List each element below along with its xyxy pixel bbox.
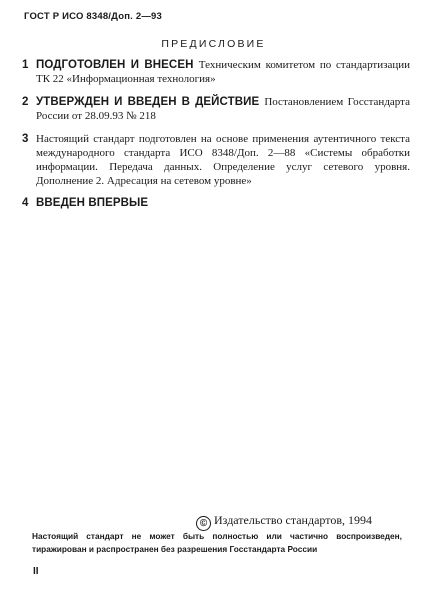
page-number: II xyxy=(33,566,39,577)
item-text: Настоящий стандарт подготовлен на основе применения аутентичного текста международного стандарта ИСО 8348/Доп. 2—88 «Системы обработки информации. Передача данных. Определение услуг сетевого уровня. Дополнение 2. Адресация на сетевом уровне» xyxy=(36,133,410,187)
reproduction-notice: Настоящий стандарт не может быть полностью или частично воспроизведен, тиражирован и распространен без разрешения Госстандарта России xyxy=(32,531,402,554)
standard-header: ГОСТ Р ИСО 8348/Доп. 2—93 xyxy=(24,11,162,22)
copyright-icon: © xyxy=(196,516,211,531)
copyright-text: Издательство стандартов, 1994 xyxy=(214,513,372,527)
item-body xyxy=(36,95,410,123)
item-lead: УТВЕРЖДЕН И ВВЕДЕН В ДЕЙСТВИЕ xyxy=(36,96,265,108)
item-number: 3 xyxy=(22,133,29,145)
item-lead: ВВЕДЕН ВПЕРВЫЕ xyxy=(36,197,149,209)
item-lead: ПОДГОТОВЛЕН И ВНЕСЕН xyxy=(36,59,199,71)
preface-item-3 xyxy=(22,132,410,188)
item-body xyxy=(36,196,410,210)
item-text: Техническим комитетом по стандартизации ТК 22 «Информационная технология» xyxy=(36,59,411,85)
preface-item-4 xyxy=(22,196,410,210)
preface-item-1 xyxy=(22,58,410,86)
item-number: 2 xyxy=(22,96,29,108)
item-number: 4 xyxy=(22,197,29,209)
item-body xyxy=(36,132,410,188)
item-body xyxy=(36,58,410,86)
item-number: 1 xyxy=(22,59,29,71)
item-text: Постановлением Госстандарта России от 28.09.93 № 218 xyxy=(36,96,410,122)
copyright-line xyxy=(196,513,372,531)
preface-title: ПРЕДИСЛОВИЕ xyxy=(161,38,266,50)
preface-item-2 xyxy=(22,95,410,123)
